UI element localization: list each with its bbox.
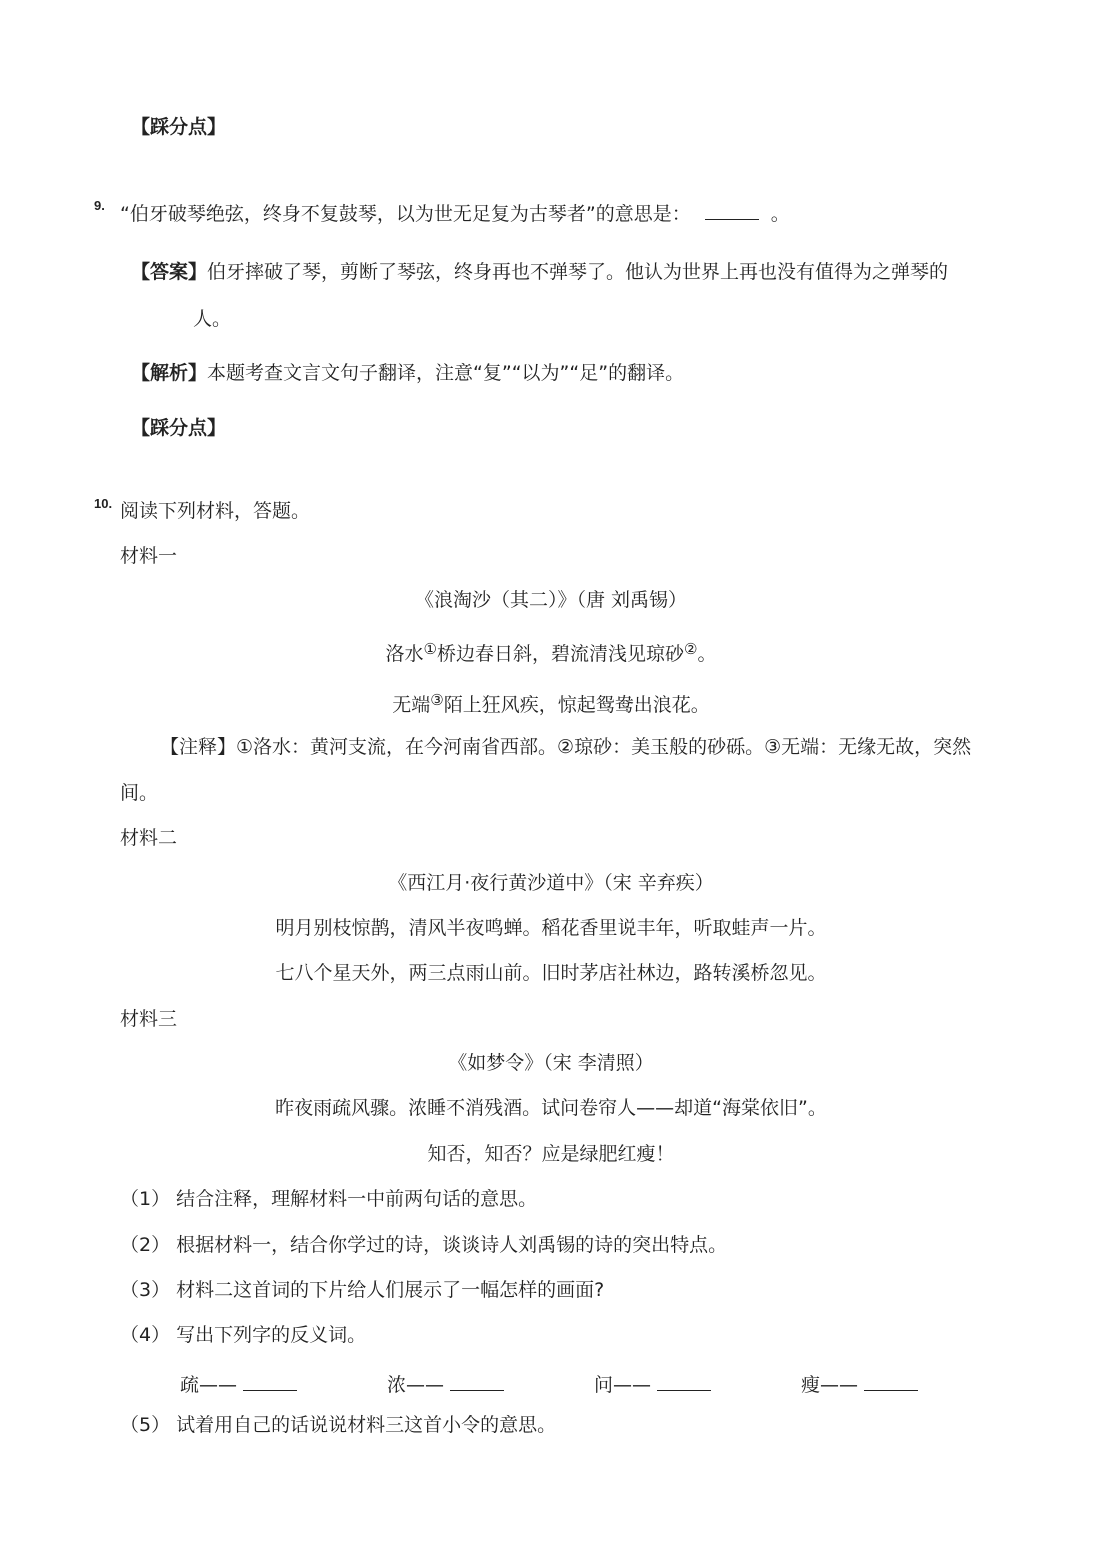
question-stem [120, 200, 790, 224]
sub-question-3: （3） 材料二这首词的下片给人们展示了一幅怎样的画面? [120, 1279, 605, 1301]
analysis-label: 【解析】 [131, 362, 208, 384]
poem-line: 洛水①桥边春日斜，碧流清浅见琼砂②。 [385, 640, 717, 665]
antonym-blank[interactable] [657, 1371, 711, 1391]
poem-title: 《如梦令》（宋 李清照） [448, 1052, 654, 1074]
sub-question-4: （4） 写出下列字的反义词。 [120, 1324, 367, 1346]
question-intro: 阅读下列材料，答题。 [120, 500, 311, 522]
sub-question-1: （1） 结合注释，理解材料一中前两句话的意思。 [120, 1188, 538, 1210]
stem-end: 。 [770, 203, 790, 225]
footnote-marker: ③ [430, 691, 444, 709]
analysis-text: 本题考查文言文句子翻译，注意“复”“以为”“足”的翻译。 [207, 362, 685, 384]
annotation-continued: 间。 [120, 782, 159, 804]
poem-line: 知否，知否？应是绿肥红瘦！ [427, 1143, 675, 1165]
analysis-block [131, 364, 684, 383]
antonym-item: 浓—— [387, 1371, 504, 1395]
antonym-item: 疏—— [180, 1371, 297, 1395]
answer-label: 【答案】 [131, 261, 208, 283]
antonym-blank[interactable] [864, 1371, 918, 1391]
question-number: 10. [94, 496, 113, 511]
answer-block [131, 263, 948, 282]
footnote-marker: ① [423, 640, 437, 658]
scoring-label: 【踩分点】 [131, 116, 227, 138]
sub-question-5: （5） 试着用自己的话说说材料三这首小令的意思。 [120, 1414, 557, 1436]
antonym-item: 瘦—— [801, 1371, 918, 1395]
answer-text: 伯牙摔破了琴，剪断了琴弦，终身再也不弹琴了。他认为世界上再也没有值得为之弹琴的 [207, 261, 949, 283]
answer-blank[interactable] [705, 200, 759, 220]
sub-question-2: （2） 根据材料一，结合你学过的诗，谈谈诗人刘禹锡的诗的突出特点。 [120, 1234, 728, 1256]
footnote-marker: ② [684, 640, 698, 658]
question-number: 9. [94, 198, 105, 213]
poem-line: 无端③陌上狂风疾，惊起鸳鸯出浪花。 [392, 691, 710, 716]
annotation: 【注释】①洛水：黄河支流，在今河南省西部。②琼砂：美玉般的砂砾。③无端：无缘无故，突然 [160, 736, 972, 758]
antonym-blank[interactable] [450, 1371, 504, 1391]
poem-title: 《西江月·夜行黄沙道中》（宋 辛弃疾） [388, 872, 714, 894]
material-label: 材料三 [120, 1008, 178, 1030]
antonym-item: 问—— [594, 1371, 711, 1395]
poem-line: 昨夜雨疏风骤。浓睡不消残酒。试问卷帘人——却道“海棠依旧”。 [275, 1097, 827, 1119]
stem-text: “伯牙破琴绝弦，终身不复鼓琴，以为世无足复为古琴者”的意思是： [120, 203, 691, 225]
antonym-blank[interactable] [243, 1371, 297, 1391]
answer-text-continued: 人。 [193, 308, 232, 330]
poem-title: 《浪淘沙（其二）》（唐 刘禹锡） [414, 589, 688, 611]
scoring-label: 【踩分点】 [131, 417, 227, 439]
poem-line: 明月别枝惊鹊，清风半夜鸣蝉。稻花香里说丰年，听取蛙声一片。 [275, 917, 827, 939]
poem-line: 七八个星天外，两三点雨山前。旧时茅店社林边，路转溪桥忽见。 [275, 962, 827, 984]
material-label: 材料一 [120, 545, 178, 567]
material-label: 材料二 [120, 827, 178, 849]
